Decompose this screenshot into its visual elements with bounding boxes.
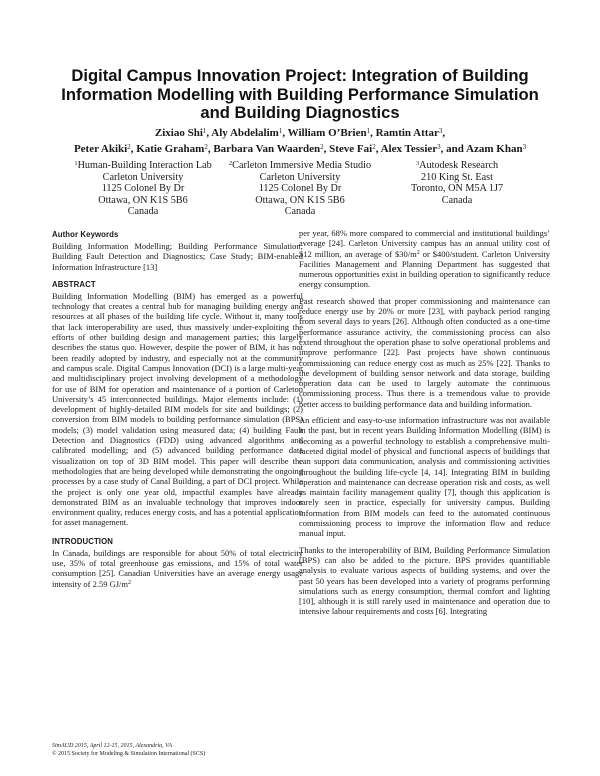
author-affiliation-mark: 2 [127, 143, 131, 151]
affiliation-mark: 3 [415, 160, 420, 167]
right-column [299, 228, 550, 623]
author: William O’Brien [287, 127, 367, 139]
affiliation-city: Toronto, ON M5A 1J7 [410, 183, 504, 194]
affiliation-name: Human-Building Interaction Lab [77, 160, 212, 171]
affiliation-street: 210 King St. East [421, 171, 493, 183]
body-paragraph-4: Thanks to the interoperability of BIM, Building Performance Simulation (BPS) can also be added to the picture. BPS provides quantifiable analysis to evaluate various aspects of building systems, and over the past 50 years has been developed into a variety of programs performing simulations such as energy consumption, thermal comfort and lighting [10], although it is still rarely used in maintenance and operation due to intensive labour requirements and costs [6]. Integrating [299, 544, 550, 617]
affiliation-country: Canada [127, 206, 159, 217]
abstract-text: Building Information Modelling (BIM) has emerged as a powerful technology that creates a central hub for managing building energy and resources at all phases of the building life cycle. Without it, many tools that lack interoperability are used, thus massively under-exploiting the efforts of other building design and management parties; this largely describes the status quo. However, despite the power of BIM, it has not been readily adopted by industry, and especially not at the community and campus scale. Digital Campus Innovation (DCI) is a large multi-year and multidisciplinary project involving development of a methodology for use of BIM for operation and maintenance of a portion of Carleton University’s 45 interconnected buildings. Major elements include: (1) development of highly-detailed BIM models for site and buildings; (2) conversion from BIM models to building performance simulation (BPS) models; (3) model validation using measured data; (4) building Fault Detection and Diagnostics (FDD) using advanced algorithms and calibrated modelling; and (5) advanced building performance data visualization on top of 3D BIM model. This paper will describe the methodologies that are being developed while demonstrating the ongoing processes by a case study of Canal Building, a part of DCI project. While the project is only one year old, impactful examples have already demonstrated BIM as an invaluable technology that improves indoor environment quality, reduces energy costs, and has a potential application for asset management. [52, 290, 303, 528]
author-separator: , [207, 143, 214, 155]
left-column [52, 230, 303, 595]
abstract-section [52, 280, 303, 528]
superscript: 2 [128, 579, 132, 586]
author-separator: , [370, 127, 376, 139]
author-separator: , [130, 143, 137, 155]
superscript: 2 [416, 249, 420, 256]
author-affiliation-mark: 3 [437, 143, 441, 151]
conference-venue: SimAUD 2015, April 12-15, 2015, Alexandria, VA [52, 743, 172, 749]
body-paragraph-2: Past research showed that proper commissioning and maintenance can reduce energy use by 20% or more [23], with payback period ranging from several days to years [26]. Although often conducted as a one-time performance assurance activity, the commissioning process can also extend throughout the operation phase to solve operational problems and improve performance [22]. Past projects have shown continuous commissioning can reduce energy cost as much as 25% [22]. Thanks to the development of building sensor network and data storage, building operation data can be used to largely automate the continuous commissioning process. Thus there is a tremendous value to provide better access to building performance data and building information. [299, 295, 550, 409]
affiliation-3 [372, 158, 542, 206]
body-paragraph-1 [299, 228, 550, 290]
paragraph-text: or $400/student. Carleton University Facilities Management and Planning Department has suggested that numerous opportunities exist in building operation to significantly reduce energy consumption. [299, 248, 550, 290]
author-separator: , [440, 143, 447, 155]
affiliation-1 [58, 158, 228, 218]
affiliation-name: Autodesk Research [419, 160, 499, 171]
body-paragraph-3: An efficient and easy-to-use information infrastructure was not available in the past, but in recent years Building Information Modelling (BIM) is becoming as a powerful technology to establish a comprehensive multi-faceted digital model of physical and functional aspects of buildings that can support data communication, analysis and commissioning activities throughout the building life-cycle [4, 14]. Integrating BIM in building operation and maintenance can decrease operation risk and costs, as well as maintain facility management quality [7], though this application is rarely seen in practice, especially for university campus. Building information from BIM models can feed to the automated continuous commissioning process to improve the information flow and reduce manual input. [299, 415, 550, 539]
affiliation-name: Carleton Immersive Media Studio [232, 160, 372, 171]
author: Aly Abdelalim [211, 127, 279, 139]
author: Steve Fai [329, 143, 373, 155]
author-affiliation-mark: 2 [204, 143, 208, 151]
copyright-notice: © 2015 Society for Modeling & Simulation International (SCS) [52, 751, 206, 757]
author-affiliation-mark: 3 [522, 143, 527, 151]
affiliation-mark: 1 [74, 160, 78, 167]
page-footer [52, 742, 303, 758]
paragraph-text: per year, 68% more compared to commercial and institutional buildings’ average [24]. Carleton University campus has an annual utility cost of $12 million, an average of $30/m [299, 228, 550, 259]
author-list [40, 124, 560, 156]
affiliation-mark: 2 [228, 160, 233, 167]
introduction-paragraph [52, 548, 303, 589]
author: Peter Akiki [73, 143, 128, 155]
author-separator: , [206, 127, 212, 139]
author-affiliation-mark: 2 [372, 143, 376, 151]
affiliation-country: Canada [284, 206, 316, 217]
author-separator: , [323, 143, 330, 155]
keywords-text: Building Information Modelling; Building Performance Simulation; Building Fault Detection and Diagnostics; Case Study; BIM-enabled Information Infrastructure [13] [52, 241, 303, 272]
affiliation-2 [215, 158, 385, 218]
abstract-heading: ABSTRACT [52, 279, 96, 289]
author: Alex Tessier [380, 143, 438, 155]
author-line-2 [40, 140, 560, 156]
affiliation-street: 1125 Colonel By Dr [101, 183, 185, 194]
affiliation-city: Ottawa, ON K1S 5B6 [255, 194, 345, 206]
introduction-section [52, 537, 303, 589]
affiliation-org: Carleton University [259, 171, 341, 183]
author: Barbara Van Waarden [213, 143, 321, 155]
author-separator: , [442, 127, 446, 139]
author-line-1 [40, 124, 560, 140]
paper-title: Digital Campus Innovation Project: Integration of Building Information Modelling with Building Performance Simulation and Building Diagnostics [61, 66, 539, 122]
author-affiliation-mark: 3 [438, 127, 443, 135]
affiliations [58, 158, 542, 220]
author: Katie Graham [136, 143, 205, 155]
author-conjunction: and [446, 143, 467, 155]
keywords-heading: Author Keywords [52, 230, 119, 239]
introduction-text: In Canada, buildings are responsible for about 50% of total electricity use, 35% of total greenhouse gas emissions, and 15% of total water consumption [25]. Canadian Universities have an average energy usage intensity of 2.59 GJ/m [52, 547, 303, 589]
author: Zixiao Shi [154, 127, 203, 139]
affiliation-org: Carleton University [102, 171, 184, 183]
author: Ramtin Attar [375, 127, 439, 139]
keywords-section [52, 230, 303, 272]
affiliation-street: 1125 Colonel By Dr [258, 183, 342, 194]
author-affiliation-mark: 1 [202, 127, 207, 135]
author-affiliation-mark: 2 [320, 143, 324, 151]
introduction-heading: INTRODUCTION [52, 536, 113, 546]
author: Azam Khan [466, 143, 523, 155]
author-affiliation-mark: 1 [366, 127, 371, 135]
author-separator: , [282, 127, 288, 139]
author-affiliation-mark: 1 [278, 127, 283, 135]
affiliation-country: Canada [441, 194, 473, 206]
affiliation-city: Ottawa, ON K1S 5B6 [98, 194, 188, 206]
author-separator: , [375, 143, 381, 155]
